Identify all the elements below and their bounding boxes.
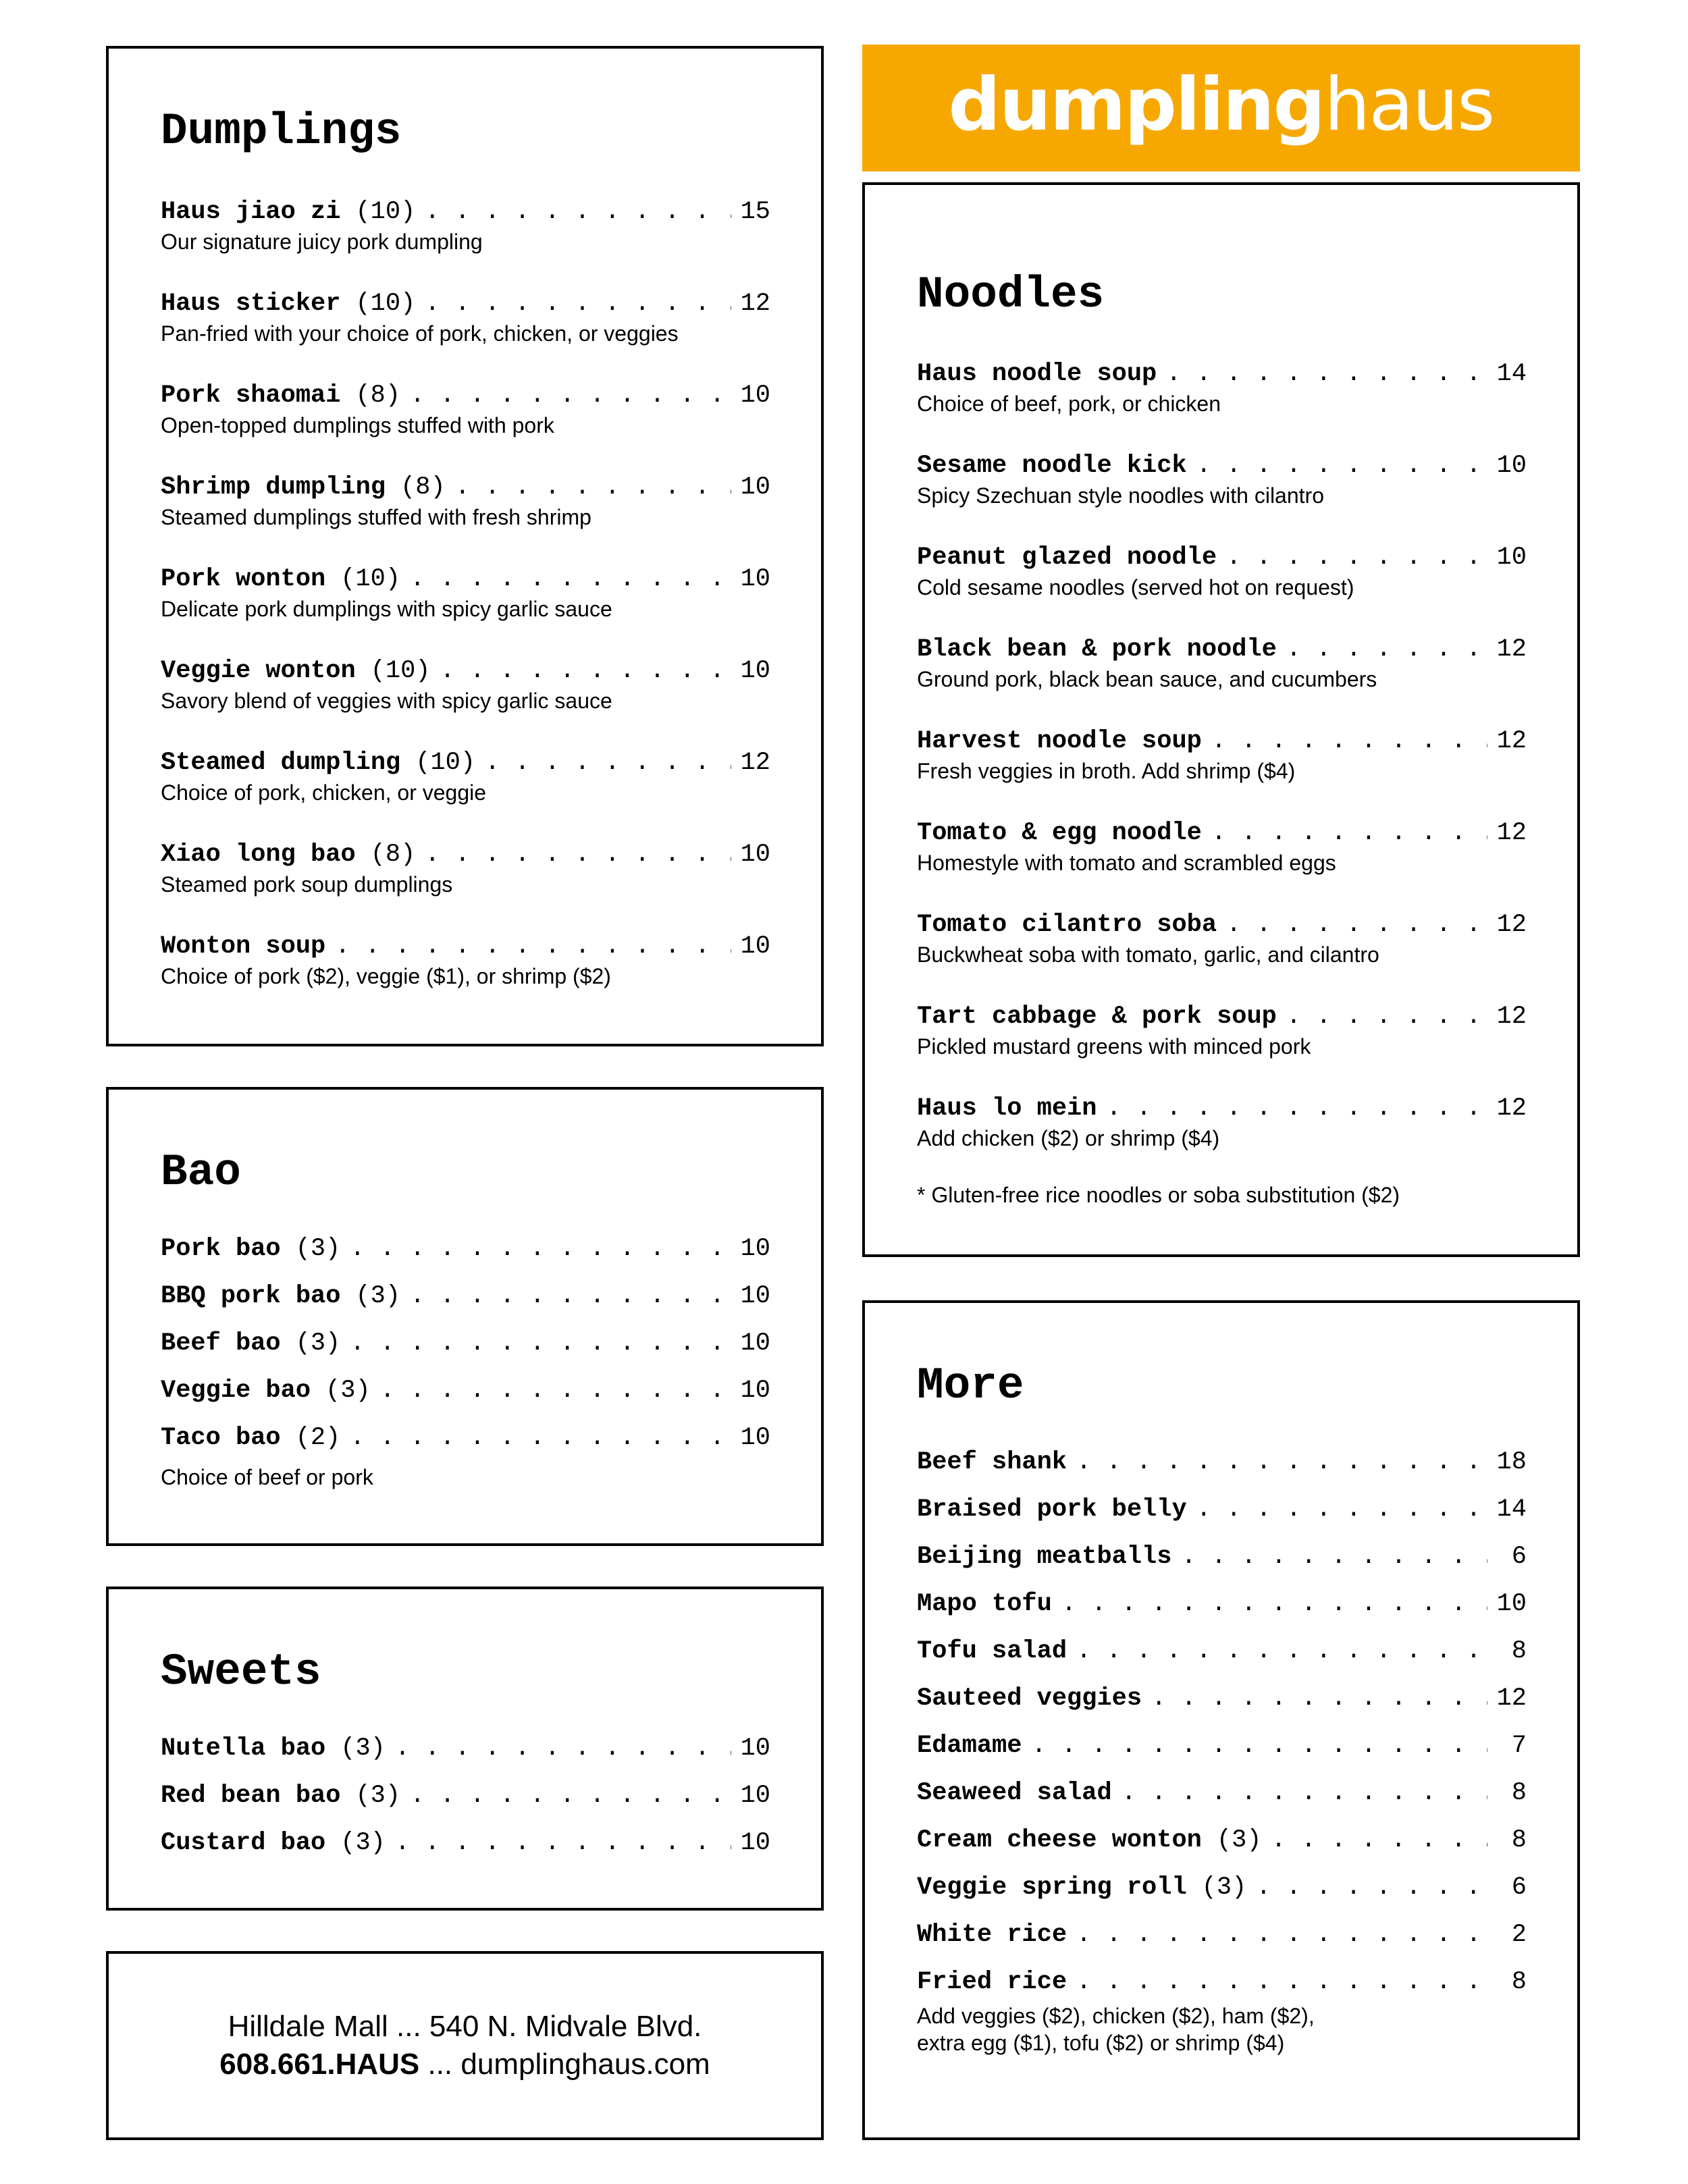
menu-item-price: 15 — [740, 198, 770, 226]
menu-item — [917, 818, 1527, 876]
noodles-note: * Gluten-free rice noodles or soba substitution ($2) — [917, 1183, 1400, 1207]
menu-item-name: Beef shank — [917, 1448, 1067, 1476]
menu-item-line — [161, 564, 770, 594]
more-note-2: extra egg ($1), tofu ($2) or shrimp ($4) — [917, 2031, 1285, 2055]
menu-item-line — [161, 932, 770, 961]
menu-item-description: Steamed pork soup dumplings — [161, 872, 453, 897]
menu-item-quantity: (3) — [340, 1829, 386, 1857]
menu-item-quantity: (2) — [295, 1424, 341, 1452]
menu-item-line — [917, 451, 1527, 481]
menu-item-price: 12 — [740, 290, 770, 318]
menu-item-line — [917, 1873, 1527, 1902]
menu-item — [917, 1778, 1527, 1808]
menu-item-description: Cold sesame noodles (served hot on request) — [917, 575, 1354, 600]
dot-leader — [350, 1234, 731, 1264]
menu-item-price: 14 — [1496, 360, 1527, 388]
menu-item-price: 8 — [1511, 1968, 1527, 1996]
menu-item-line — [161, 197, 770, 227]
menu-item — [917, 1002, 1527, 1060]
menu-item-price: 12 — [1496, 1094, 1527, 1123]
menu-item — [161, 1376, 770, 1406]
contact-box — [106, 1951, 824, 2140]
menu-item-price: 10 — [740, 565, 770, 593]
contact-separator: ... — [419, 2048, 461, 2081]
sweets-list — [161, 1734, 770, 1875]
bao-title: Bao — [161, 1147, 241, 1198]
menu-item-name: Pork shaomai — [161, 381, 341, 410]
dot-leader — [1226, 543, 1487, 572]
menu-item-line — [161, 289, 770, 319]
menu-item-price: 10 — [1496, 1590, 1527, 1618]
menu-item-name: Beef bao — [161, 1329, 281, 1358]
menu-item-quantity: (3) — [1201, 1873, 1247, 1902]
menu-item — [917, 1967, 1527, 1997]
menu-item-name: Steamed dumpling — [161, 749, 401, 777]
menu-item-quantity: (10) — [370, 657, 431, 685]
menu-item-description: Buckwheat soba with tomato, garlic, and cilantro — [917, 942, 1379, 967]
bao-note: Choice of beef or pork — [161, 1465, 373, 1489]
menu-item-price: 6 — [1511, 1543, 1527, 1571]
dot-leader — [395, 1828, 731, 1858]
menu-item-price: 10 — [1496, 452, 1527, 480]
menu-item-line — [161, 1281, 770, 1311]
menu-item-line — [917, 1731, 1527, 1761]
menu-item-line — [917, 1002, 1527, 1032]
menu-item-quantity: (3) — [1216, 1826, 1262, 1855]
menu-item — [161, 656, 770, 714]
dot-leader — [1031, 1731, 1487, 1761]
dot-leader — [425, 197, 731, 227]
menu-item — [917, 1920, 1527, 1950]
menu-item — [161, 381, 770, 439]
menu-item-name: Xiao long bao — [161, 841, 356, 869]
menu-item — [161, 1828, 770, 1858]
sweets-section — [106, 1587, 824, 1911]
menu-item — [161, 289, 770, 347]
menu-item-name: Black bean & pork noodle — [917, 635, 1277, 664]
menu-item-price: 12 — [740, 749, 770, 777]
menu-item-description: Fresh veggies in broth. Add shrimp ($4) — [917, 759, 1296, 783]
menu-item-price: 10 — [740, 1782, 770, 1810]
menu-item-line — [161, 1329, 770, 1358]
dot-leader — [1181, 1542, 1487, 1572]
menu-item-line — [917, 1636, 1527, 1666]
menu-item-quantity: (10) — [415, 749, 476, 777]
menu-item-name: Taco bao — [161, 1424, 281, 1452]
dot-leader — [1061, 1589, 1487, 1619]
dot-leader — [395, 1734, 731, 1763]
more-list — [917, 1447, 1527, 2015]
dot-leader — [1151, 1684, 1487, 1713]
menu-item — [917, 1873, 1527, 1902]
menu-item-price: 10 — [740, 1235, 770, 1263]
menu-item-name: Cream cheese wonton — [917, 1826, 1202, 1855]
dot-leader — [1286, 1002, 1487, 1032]
menu-item-description: Add chicken ($2) or shrimp ($4) — [917, 1126, 1220, 1150]
menu-item — [917, 451, 1527, 509]
menu-item-price: 12 — [1496, 819, 1527, 847]
brand-logo-bar — [862, 45, 1580, 171]
dot-leader — [410, 1781, 731, 1811]
menu-item — [161, 197, 770, 255]
menu-item-quantity: (3) — [295, 1235, 341, 1263]
menu-item-price: 10 — [740, 473, 770, 502]
dot-leader — [1076, 1636, 1487, 1666]
menu-item-name: Haus jiao zi — [161, 198, 341, 226]
menu-item-price: 10 — [740, 1829, 770, 1857]
menu-item — [161, 1781, 770, 1811]
logo-part-haus: haus — [1323, 63, 1494, 147]
menu-item-description: Savory blend of veggies with spicy garlic sauce — [161, 689, 612, 713]
menu-item-quantity: (3) — [325, 1377, 371, 1405]
menu-item-line — [917, 910, 1527, 940]
menu-item-name: Custard bao — [161, 1829, 326, 1857]
menu-item-line — [917, 1542, 1527, 1572]
address: Hilldale Mall ... 540 N. Midvale Blvd. — [228, 2010, 702, 2043]
menu-item-name: Tomato cilantro soba — [917, 911, 1217, 939]
menu-item-description: Open-topped dumplings stuffed with pork — [161, 413, 554, 437]
menu-item-line — [917, 635, 1527, 664]
menu-item-description: Pan-fried with your choice of pork, chicken, or veggies — [161, 321, 679, 346]
menu-item-description: Steamed dumplings stuffed with fresh shrimp — [161, 505, 591, 529]
bao-list — [161, 1234, 770, 1470]
menu-item — [161, 1329, 770, 1358]
menu-item — [917, 543, 1527, 601]
contact-line — [219, 2046, 710, 2083]
menu-item-line — [917, 818, 1527, 848]
menu-item-line — [917, 726, 1527, 756]
dot-leader — [425, 289, 731, 319]
menu-item-name: BBQ pork bao — [161, 1282, 341, 1310]
menu-item-price: 10 — [740, 1282, 770, 1310]
menu-item — [161, 1734, 770, 1763]
dot-leader — [410, 381, 731, 410]
menu-item — [917, 359, 1527, 417]
dot-leader — [1196, 1495, 1487, 1524]
dot-leader — [485, 748, 731, 778]
menu-item-line — [917, 1589, 1527, 1619]
menu-item-line — [161, 748, 770, 778]
more-section — [862, 1300, 1580, 2140]
dumplings-list — [161, 197, 770, 1023]
dumplings-section — [106, 46, 824, 1046]
menu-item-name: Veggie bao — [161, 1377, 311, 1405]
dot-leader — [1196, 451, 1487, 481]
sweets-title: Sweets — [161, 1647, 321, 1697]
menu-item-price: 8 — [1511, 1637, 1527, 1666]
dot-leader — [1256, 1873, 1487, 1902]
menu-item-name: Beijing meatballs — [917, 1543, 1172, 1571]
menu-item-name: White rice — [917, 1921, 1067, 1949]
menu-item-description: Choice of beef, pork, or chicken — [917, 392, 1221, 416]
menu-item-line — [161, 840, 770, 870]
menu-item-price: 10 — [740, 381, 770, 410]
menu-item-name: Tart cabbage & pork soup — [917, 1003, 1277, 1031]
menu-item-name: Sauteed veggies — [917, 1684, 1142, 1713]
menu-item-line — [917, 1778, 1527, 1808]
menu-item-quantity: (3) — [340, 1734, 386, 1763]
menu-item-price: 12 — [1496, 727, 1527, 755]
menu-item-line — [161, 381, 770, 410]
menu-item-description: Delicate pork dumplings with spicy garlic sauce — [161, 597, 612, 621]
menu-item-line — [917, 1967, 1527, 1997]
menu-item-price: 10 — [740, 841, 770, 869]
menu-item-price: 18 — [1496, 1448, 1527, 1476]
menu-item-line — [917, 359, 1527, 389]
menu-item-quantity: (10) — [355, 198, 416, 226]
menu-item — [161, 473, 770, 531]
menu-item — [917, 1447, 1527, 1477]
menu-item-price: 12 — [1496, 635, 1527, 664]
menu-item-price: 12 — [1496, 911, 1527, 939]
menu-item — [917, 1589, 1527, 1619]
dot-leader — [1211, 818, 1487, 848]
menu-item-name: Haus noodle soup — [917, 360, 1157, 388]
menu-item-price: 14 — [1496, 1495, 1527, 1524]
more-note-1: Add veggies ($2), chicken ($2), ham ($2), — [917, 2004, 1315, 2028]
menu-item-price: 10 — [740, 932, 770, 961]
menu-item-quantity: (3) — [295, 1329, 341, 1358]
menu-item-price: 7 — [1511, 1732, 1527, 1760]
menu-item — [917, 1826, 1527, 1855]
menu-item — [161, 840, 770, 898]
menu-item — [917, 1094, 1527, 1152]
dot-leader — [380, 1376, 731, 1406]
menu-item-name: Red bean bao — [161, 1782, 341, 1810]
menu-item-line — [161, 1828, 770, 1858]
dot-leader — [1122, 1778, 1487, 1808]
menu-item-line — [917, 1447, 1527, 1477]
menu-item-description: Pickled mustard greens with minced pork — [917, 1034, 1311, 1059]
menu-item-price: 12 — [1496, 1003, 1527, 1031]
menu-item — [917, 1542, 1527, 1572]
menu-item-name: Wonton soup — [161, 932, 326, 961]
logo-part-dumpling: dumpling — [948, 63, 1324, 147]
dot-leader — [1211, 726, 1487, 756]
menu-item-quantity: (3) — [355, 1782, 401, 1810]
menu-item-name: Sesame noodle kick — [917, 452, 1187, 480]
bao-section — [106, 1087, 824, 1546]
menu-item-quantity: (10) — [355, 290, 416, 318]
menu-item-name: Harvest noodle soup — [917, 727, 1202, 755]
menu-item — [161, 1281, 770, 1311]
brand-logo — [948, 63, 1494, 147]
dot-leader — [1271, 1826, 1488, 1855]
menu-item — [161, 564, 770, 622]
menu-item-name: Haus sticker — [161, 290, 341, 318]
menu-item-price: 10 — [740, 1424, 770, 1452]
menu-item-line — [161, 1423, 770, 1453]
menu-item-description: Ground pork, black bean sauce, and cucumbers — [917, 667, 1377, 691]
noodles-title: Noodles — [917, 269, 1105, 320]
menu-item-name: Veggie spring roll — [917, 1873, 1187, 1902]
menu-item — [161, 1234, 770, 1264]
menu-item-price: 12 — [1496, 1684, 1527, 1713]
dot-leader — [1076, 1967, 1487, 1997]
menu-item-line — [917, 1826, 1527, 1855]
menu-item-price: 2 — [1511, 1921, 1527, 1949]
menu-item — [161, 748, 770, 806]
menu-item-name: Shrimp dumpling — [161, 473, 386, 502]
menu-item — [917, 1636, 1527, 1666]
menu-item-line — [917, 1920, 1527, 1950]
menu-item-name: Pork wonton — [161, 565, 326, 593]
menu-item — [917, 635, 1527, 693]
menu-item-name: Tomato & egg noodle — [917, 819, 1202, 847]
more-title: More — [917, 1360, 1024, 1411]
menu-item-quantity: (8) — [355, 381, 401, 410]
dot-leader — [425, 840, 731, 870]
dot-leader — [1226, 910, 1487, 940]
noodles-section — [862, 182, 1580, 1257]
dot-leader — [410, 1281, 731, 1311]
menu-item-description: Choice of pork ($2), veggie ($1), or shrimp ($2) — [161, 964, 611, 988]
menu-item-line — [161, 1734, 770, 1763]
menu-item-description: Choice of pork, chicken, or veggie — [161, 780, 487, 805]
menu-item-line — [161, 473, 770, 502]
menu-item-line — [917, 1495, 1527, 1524]
menu-item-description: Our signature juicy pork dumpling — [161, 230, 483, 254]
noodles-list — [917, 359, 1527, 1186]
menu-item-quantity: (8) — [370, 841, 416, 869]
menu-item-price: 10 — [740, 657, 770, 685]
dot-leader — [455, 473, 731, 502]
dot-leader — [440, 656, 731, 686]
dumplings-title: Dumplings — [161, 106, 402, 157]
website-link[interactable]: dumplinghaus.com — [460, 2048, 710, 2081]
menu-item — [161, 1423, 770, 1453]
dot-leader — [1076, 1920, 1487, 1950]
menu-item-line — [161, 1234, 770, 1264]
menu-item — [917, 1495, 1527, 1524]
menu-item-quantity: (3) — [355, 1282, 401, 1310]
menu-item-price: 10 — [1496, 543, 1527, 572]
dot-leader — [1166, 359, 1487, 389]
menu-item-line — [917, 543, 1527, 572]
menu-item — [917, 726, 1527, 784]
menu-item-description: Spicy Szechuan style noodles with cilantro — [917, 483, 1324, 508]
menu-item-quantity: (10) — [340, 565, 401, 593]
menu-item-name: Haus lo mein — [917, 1094, 1097, 1123]
menu-item — [917, 910, 1527, 968]
menu-item-line — [161, 656, 770, 686]
menu-item-price: 8 — [1511, 1779, 1527, 1807]
menu-item-line — [161, 1376, 770, 1406]
dot-leader — [1076, 1447, 1487, 1477]
menu-item-price: 10 — [740, 1377, 770, 1405]
dot-leader — [410, 564, 731, 594]
menu-item — [161, 932, 770, 990]
dot-leader — [1106, 1094, 1487, 1123]
menu-item — [917, 1731, 1527, 1761]
dot-leader — [350, 1423, 731, 1453]
menu-item-name: Braised pork belly — [917, 1495, 1187, 1524]
dot-leader — [350, 1329, 731, 1358]
menu-item-name: Tofu salad — [917, 1637, 1067, 1666]
menu-item-name: Mapo tofu — [917, 1590, 1052, 1618]
menu-item-price: 10 — [740, 1329, 770, 1358]
menu-item-name: Nutella bao — [161, 1734, 326, 1763]
menu-item-price: 10 — [740, 1734, 770, 1763]
phone-number[interactable]: 608.661.HAUS — [219, 2048, 420, 2081]
menu-item-name: Peanut glazed noodle — [917, 543, 1217, 572]
dot-leader — [335, 932, 731, 961]
menu-item-name: Veggie wonton — [161, 657, 356, 685]
dot-leader — [1286, 635, 1487, 664]
menu-item-line — [161, 1781, 770, 1811]
menu-item-description: Homestyle with tomato and scrambled eggs — [917, 851, 1336, 875]
menu-item — [917, 1684, 1527, 1713]
menu-item-name: Pork bao — [161, 1235, 281, 1263]
menu-item-line — [917, 1094, 1527, 1123]
menu-item-name: Fried rice — [917, 1968, 1067, 1996]
menu-item-name: Edamame — [917, 1732, 1022, 1760]
menu-item-name: Seaweed salad — [917, 1779, 1112, 1807]
menu-item-quantity: (8) — [400, 473, 446, 502]
menu-item-line — [917, 1684, 1527, 1713]
menu-item-price: 8 — [1511, 1826, 1527, 1855]
menu-item-price: 6 — [1511, 1873, 1527, 1902]
